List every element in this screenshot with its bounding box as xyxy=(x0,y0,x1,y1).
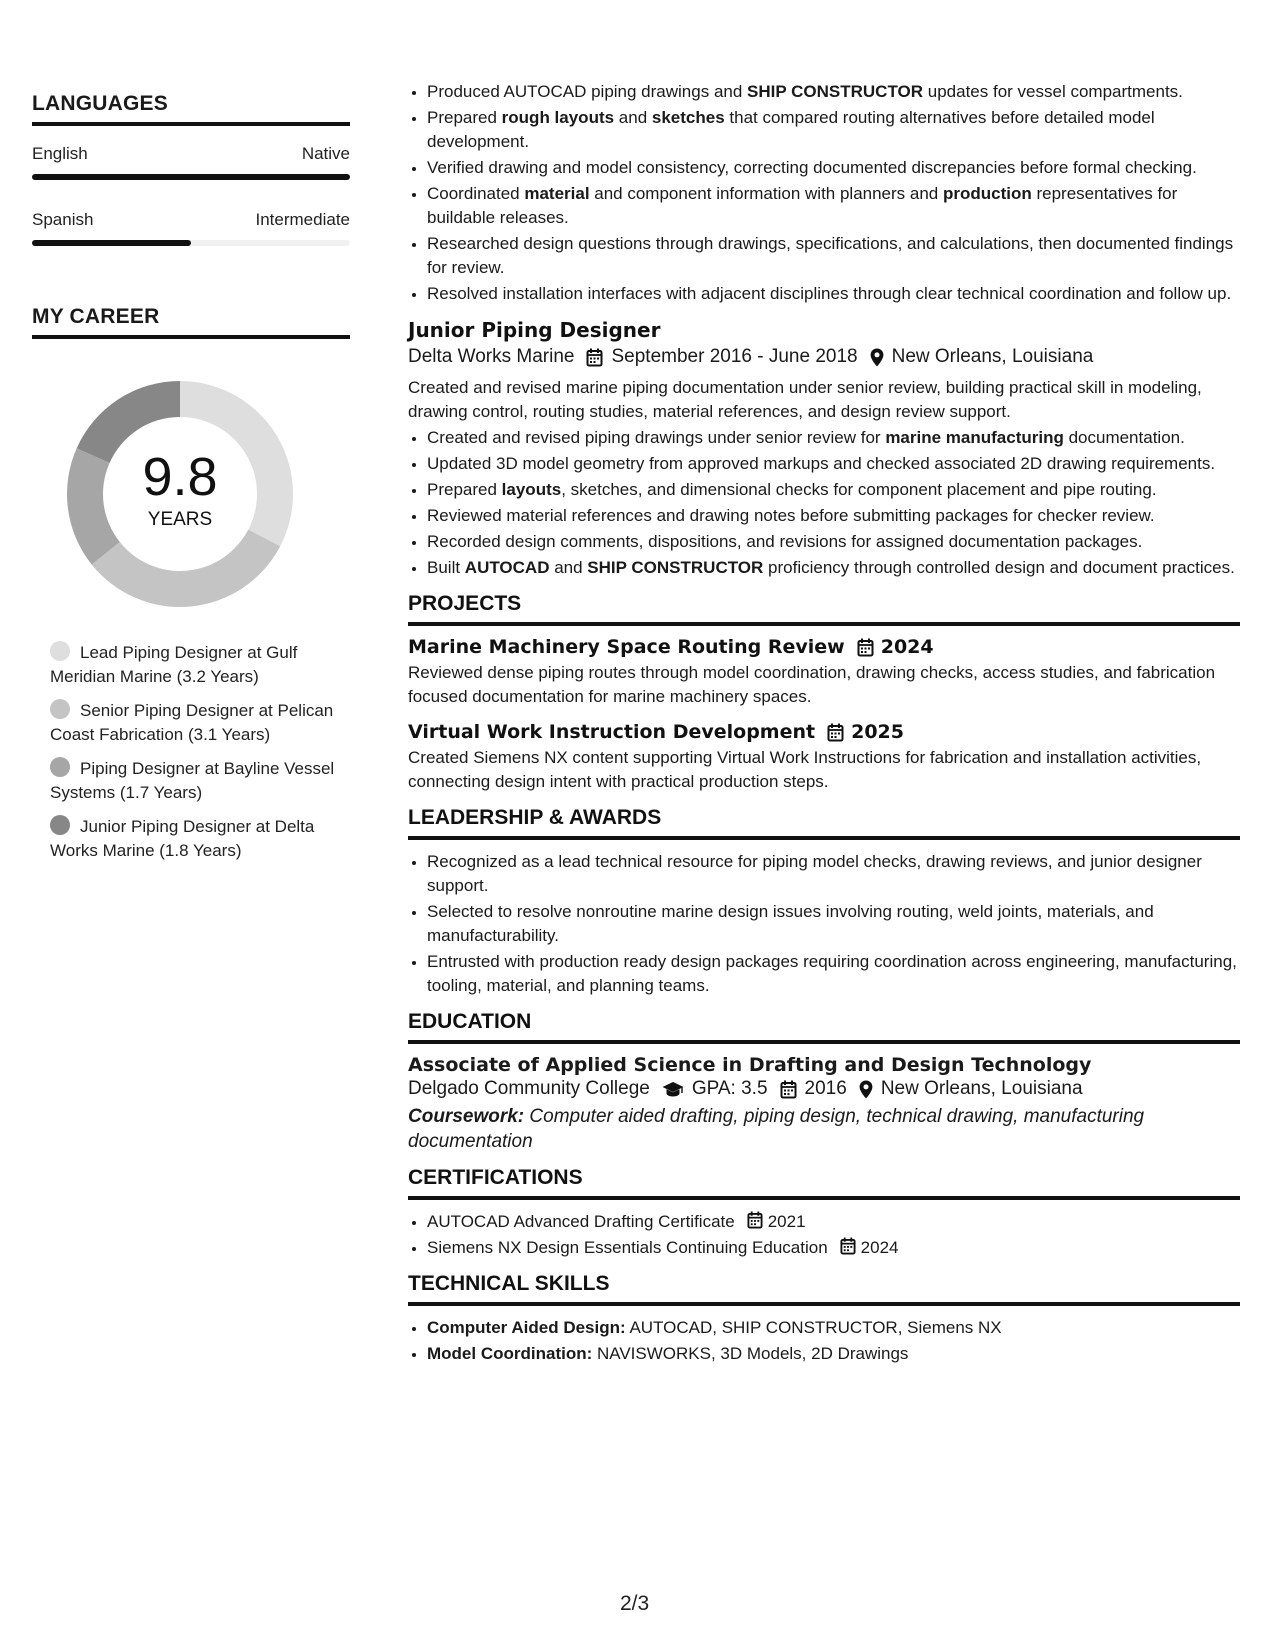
language-level: Native xyxy=(301,144,350,163)
project-item xyxy=(408,636,1240,709)
leadership-list xyxy=(408,850,1240,998)
experience-bullet: • Prepared layouts, sketches, and dimensional checks for component placement and pipe routing. xyxy=(427,478,1240,502)
language-level: Intermediate xyxy=(255,210,350,229)
sidebar xyxy=(32,92,350,873)
education-meta xyxy=(408,1078,1240,1100)
main-content xyxy=(408,80,1240,1368)
page-number: 2/3 xyxy=(620,1592,650,1615)
language-item-english xyxy=(32,144,350,180)
language-item-spanish xyxy=(32,210,350,246)
job-meta xyxy=(408,346,1240,368)
career-legend-item: Lead Piping Designer at Gulf Meridian Marine (3.2 Years) xyxy=(50,643,298,686)
languages-heading: LANGUAGES xyxy=(32,92,350,126)
education-year: 2016 xyxy=(804,1078,847,1099)
language-name: Spanish xyxy=(32,210,94,229)
project-description: Reviewed dense piping routes through model coordination, drawing checks, access studies, and fabrication focused documentation for marine machinery spaces. xyxy=(408,663,1216,706)
leadership-item: • Entrusted with production ready design packages requiring coordination across engineering, manufacturing, tooling, material, and planning teams. xyxy=(427,950,1240,998)
career-legend-item: Senior Piping Designer at Pelican Coast Fabrication (3.1 Years) xyxy=(50,701,334,744)
project-title: Marine Machinery Space Routing Review xyxy=(408,636,845,658)
experience-bullet: • Updated 3D model geometry from approved markups and checked associated 2D drawing requirements. xyxy=(427,452,1240,476)
legend-dot-icon xyxy=(50,815,70,835)
location-pin-icon xyxy=(859,1080,873,1099)
certification-item: • AUTOCAD Advanced Drafting Certificate 2021 xyxy=(427,1210,1240,1234)
project-year: 2025 xyxy=(851,721,904,743)
project-description: Created Siemens NX content supporting Virtual Work Instructions for fabrication and installation activities, connecting design intent with practical production steps. xyxy=(408,748,1202,791)
language-proficiency-fill xyxy=(32,174,350,180)
project-item xyxy=(408,721,1240,794)
education-gpa: GPA: 3.5 xyxy=(691,1078,768,1099)
career-years-label: YEARS xyxy=(147,509,213,530)
job-bullets xyxy=(408,426,1240,580)
career-heading: MY CAREER xyxy=(32,305,350,339)
experience-bullet: • Verified drawing and model consistency, correcting documented discrepancies before formal checking. xyxy=(427,156,1240,180)
previous-job-bullets xyxy=(408,80,1240,306)
skills-list xyxy=(408,1316,1240,1366)
skill-item: • Model Coordination: NAVISWORKS, 3D Models, 2D Drawings xyxy=(427,1342,1240,1366)
location-pin-icon xyxy=(870,348,884,367)
experience-bullet: • Prepared rough layouts and sketches that compared routing alternatives before detailed model development. xyxy=(427,106,1240,154)
experience-bullet: • Researched design questions through drawings, specifications, and calculations, then documented findings for review. xyxy=(427,232,1240,280)
projects-heading: PROJECTS xyxy=(408,592,1240,626)
calendar-icon xyxy=(747,1211,763,1229)
legend-dot-icon xyxy=(50,641,70,661)
education-degree: Associate of Applied Science in Drafting and Design Technology xyxy=(408,1054,1092,1076)
calendar-icon xyxy=(857,638,874,657)
skills-heading: TECHNICAL SKILLS xyxy=(408,1272,1240,1306)
experience-bullet: • Resolved installation interfaces with adjacent disciplines through clear technical coordination and follow up. xyxy=(427,282,1240,306)
experience-bullet: • Recorded design comments, dispositions, and revisions for assigned documentation packages. xyxy=(427,530,1240,554)
calendar-icon xyxy=(780,1080,797,1099)
leadership-item: • Selected to resolve nonroutine marine design issues involving routing, weld joints, materials, and manufacturability. xyxy=(427,900,1240,948)
certifications-heading: CERTIFICATIONS xyxy=(408,1166,1240,1200)
leadership-item: • Recognized as a lead technical resource for piping model checks, drawing reviews, and junior designer support. xyxy=(427,850,1240,898)
education-coursework: Coursework: Computer aided drafting, piping design, technical drawing, manufacturing documentation xyxy=(408,1106,1145,1152)
career-total-years: 9.8 xyxy=(142,447,218,507)
certifications-list xyxy=(408,1210,1240,1260)
experience-bullet: • Reviewed material references and drawing notes before submitting packages for checker review. xyxy=(427,504,1240,528)
job-title: Junior Piping Designer xyxy=(408,318,661,342)
career-legend-item: Piping Designer at Bayline Vessel Systems (1.7 Years) xyxy=(50,759,335,802)
experience-bullet: • Created and revised piping drawings under senior review for marine manufacturing documentation. xyxy=(427,426,1240,450)
career-legend xyxy=(50,641,335,863)
language-proficiency-fill xyxy=(32,240,191,246)
job-location: New Orleans, Louisiana xyxy=(891,346,1094,367)
legend-dot-icon xyxy=(50,757,70,777)
job-summary: Created and revised marine piping documentation under senior review, building practical skill in modeling, drawing control, routing studies, material references, and design review support. xyxy=(408,378,1202,421)
education-heading: EDUCATION xyxy=(408,1010,1240,1044)
project-year: 2024 xyxy=(880,636,934,658)
project-title: Virtual Work Instruction Development xyxy=(408,721,816,743)
career-legend-item: Junior Piping Designer at Delta Works Marine (1.8 Years) xyxy=(50,817,315,860)
education-school: Delgado Community College xyxy=(408,1078,650,1099)
education-location: New Orleans, Louisiana xyxy=(880,1078,1083,1099)
career-donut-chart xyxy=(67,381,293,607)
experience-bullet: • Coordinated material and component information with planners and production representatives for buildable releases. xyxy=(427,182,1240,230)
language-name: English xyxy=(32,144,88,163)
experience-bullet: • Produced AUTOCAD piping drawings and SHIP CONSTRUCTOR updates for vessel compartments. xyxy=(427,80,1240,104)
calendar-icon xyxy=(827,723,844,742)
language-proficiency-bar xyxy=(32,240,350,246)
language-proficiency-bar xyxy=(32,174,350,180)
job-company: Delta Works Marine xyxy=(408,346,575,367)
skill-item: • Computer Aided Design: AUTOCAD, SHIP CONSTRUCTOR, Siemens NX xyxy=(427,1316,1240,1340)
language-list xyxy=(32,144,350,246)
graduation-cap-icon xyxy=(662,1081,684,1098)
certification-item: • Siemens NX Design Essentials Continuing Education 2024 xyxy=(427,1236,1240,1260)
calendar-icon xyxy=(586,348,603,367)
experience-bullet: • Built AUTOCAD and SHIP CONSTRUCTOR proficiency through controlled design and document practices. xyxy=(427,556,1240,580)
leadership-heading: LEADERSHIP & AWARDS xyxy=(408,806,1240,840)
calendar-icon xyxy=(840,1237,856,1255)
job-dates: September 2016 - June 2018 xyxy=(611,346,858,367)
legend-dot-icon xyxy=(50,699,70,719)
